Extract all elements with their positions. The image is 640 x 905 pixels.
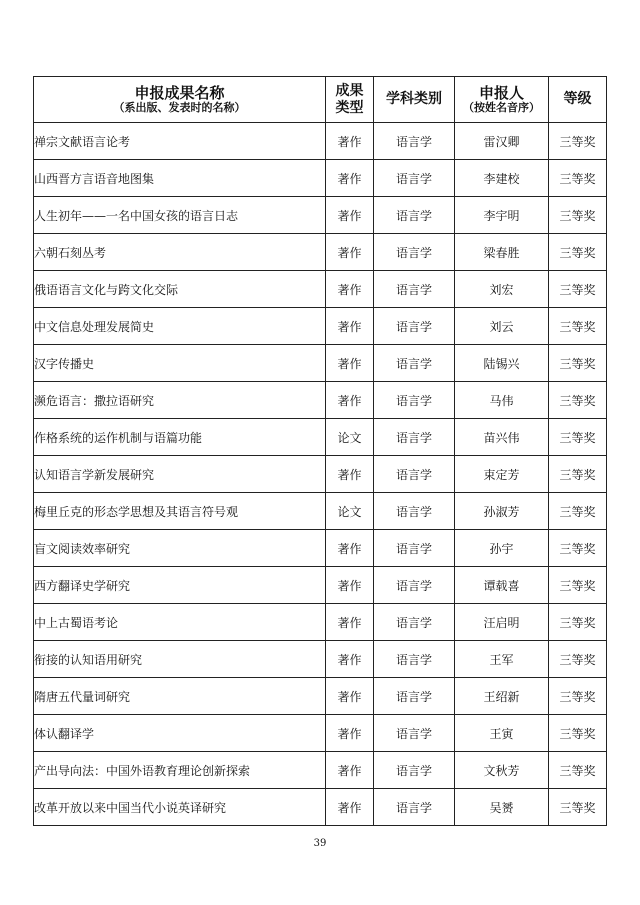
- cell-grade: 三等奖: [549, 678, 607, 715]
- cell-grade: 三等奖: [549, 530, 607, 567]
- table-row: [34, 752, 607, 789]
- header-type-line2: 类型: [335, 99, 364, 116]
- cell-type: 著作: [326, 308, 374, 345]
- cell-category: 语言学: [374, 234, 455, 271]
- cell-type: 著作: [326, 197, 374, 234]
- cell-category: 语言学: [374, 641, 455, 678]
- table-row: [34, 641, 607, 678]
- cell-type: 著作: [326, 641, 374, 678]
- header-person-subtitle: （按姓名音序）: [463, 100, 540, 114]
- table-row: [34, 530, 607, 567]
- cell-type: 著作: [326, 234, 374, 271]
- cell-person: 王寅: [455, 715, 549, 752]
- cell-person: 苗兴伟: [455, 419, 549, 456]
- cell-name: 盲文阅读效率研究: [34, 530, 326, 567]
- cell-person: 刘云: [455, 308, 549, 345]
- cell-name: 俄语语言文化与跨文化交际: [34, 271, 326, 308]
- cell-grade: 三等奖: [549, 567, 607, 604]
- cell-name: 濒危语言：撒拉语研究: [34, 382, 326, 419]
- cell-grade: 三等奖: [549, 715, 607, 752]
- cell-category: 语言学: [374, 419, 455, 456]
- cell-grade: 三等奖: [549, 789, 607, 826]
- cell-grade: 三等奖: [549, 123, 607, 160]
- cell-person: 马伟: [455, 382, 549, 419]
- cell-name: 禅宗文献语言论考: [34, 123, 326, 160]
- cell-person: 孙宇: [455, 530, 549, 567]
- table-row: [34, 234, 607, 271]
- table-row: [34, 123, 607, 160]
- cell-grade: 三等奖: [549, 345, 607, 382]
- table-header-row: [34, 77, 607, 123]
- header-name-subtitle: （系出版、发表时的名称）: [113, 100, 246, 114]
- cell-category: 语言学: [374, 678, 455, 715]
- cell-name: 作格系统的运作机制与语篇功能: [34, 419, 326, 456]
- cell-person: 吴赟: [455, 789, 549, 826]
- table-row: [34, 493, 607, 530]
- cell-category: 语言学: [374, 197, 455, 234]
- cell-person: 刘宏: [455, 271, 549, 308]
- cell-grade: 三等奖: [549, 604, 607, 641]
- cell-type: 著作: [326, 678, 374, 715]
- cell-type: 著作: [326, 715, 374, 752]
- cell-person: 谭载喜: [455, 567, 549, 604]
- table-row: [34, 456, 607, 493]
- cell-grade: 三等奖: [549, 752, 607, 789]
- header-category: 学科类别: [374, 77, 455, 123]
- header-person: [455, 77, 549, 123]
- table-row: [34, 345, 607, 382]
- cell-person: 陆锡兴: [455, 345, 549, 382]
- cell-name: 衔接的认知语用研究: [34, 641, 326, 678]
- cell-name: 中文信息处理发展简史: [34, 308, 326, 345]
- cell-name: 山西晋方言语音地图集: [34, 160, 326, 197]
- cell-type: 著作: [326, 123, 374, 160]
- cell-name: 汉字传播史: [34, 345, 326, 382]
- cell-person: 孙淑芳: [455, 493, 549, 530]
- table-row: [34, 678, 607, 715]
- cell-name: 体认翻译学: [34, 715, 326, 752]
- header-person-title: 申报人: [478, 83, 524, 102]
- cell-category: 语言学: [374, 493, 455, 530]
- cell-person: 李宇明: [455, 197, 549, 234]
- cell-name: 中上古蜀语考论: [34, 604, 326, 641]
- table-row: [34, 715, 607, 752]
- cell-category: 语言学: [374, 160, 455, 197]
- cell-name: 认知语言学新发展研究: [34, 456, 326, 493]
- cell-category: 语言学: [374, 345, 455, 382]
- cell-grade: 三等奖: [549, 382, 607, 419]
- table-row: [34, 160, 607, 197]
- cell-category: 语言学: [374, 789, 455, 826]
- cell-grade: 三等奖: [549, 271, 607, 308]
- page-number: 39: [313, 838, 327, 849]
- cell-category: 语言学: [374, 715, 455, 752]
- cell-category: 语言学: [374, 271, 455, 308]
- cell-grade: 三等奖: [549, 456, 607, 493]
- cell-person: 汪启明: [455, 604, 549, 641]
- cell-name: 人生初年——一名中国女孩的语言日志: [34, 197, 326, 234]
- table-row: [34, 789, 607, 826]
- table-body: [34, 123, 607, 826]
- cell-type: 著作: [326, 456, 374, 493]
- cell-category: 语言学: [374, 567, 455, 604]
- cell-category: 语言学: [374, 530, 455, 567]
- table-row: [34, 382, 607, 419]
- cell-grade: 三等奖: [549, 493, 607, 530]
- cell-name: 梅里丘克的形态学思想及其语言符号观: [34, 493, 326, 530]
- cell-grade: 三等奖: [549, 160, 607, 197]
- cell-name: 六朝石刻丛考: [34, 234, 326, 271]
- cell-type: 著作: [326, 567, 374, 604]
- cell-person: 王军: [455, 641, 549, 678]
- table-row: [34, 567, 607, 604]
- cell-category: 语言学: [374, 308, 455, 345]
- cell-type: 著作: [326, 530, 374, 567]
- table-row: [34, 308, 607, 345]
- cell-person: 梁春胜: [455, 234, 549, 271]
- cell-category: 语言学: [374, 752, 455, 789]
- cell-category: 语言学: [374, 456, 455, 493]
- table-row: [34, 419, 607, 456]
- cell-name: 隋唐五代量词研究: [34, 678, 326, 715]
- cell-name: 产出导向法：中国外语教育理论创新探索: [34, 752, 326, 789]
- header-grade: 等级: [549, 77, 607, 123]
- table-row: [34, 271, 607, 308]
- cell-name: 西方翻译史学研究: [34, 567, 326, 604]
- cell-person: 王绍新: [455, 678, 549, 715]
- cell-type: 论文: [326, 419, 374, 456]
- cell-grade: 三等奖: [549, 197, 607, 234]
- cell-type: 著作: [326, 160, 374, 197]
- cell-type: 论文: [326, 493, 374, 530]
- cell-grade: 三等奖: [549, 308, 607, 345]
- cell-category: 语言学: [374, 604, 455, 641]
- table-row: [34, 604, 607, 641]
- cell-type: 著作: [326, 604, 374, 641]
- cell-type: 著作: [326, 345, 374, 382]
- cell-person: 雷汉卿: [455, 123, 549, 160]
- cell-grade: 三等奖: [549, 641, 607, 678]
- cell-name: 改革开放以来中国当代小说英译研究: [34, 789, 326, 826]
- cell-person: 束定芳: [455, 456, 549, 493]
- cell-type: 著作: [326, 789, 374, 826]
- header-name: [34, 77, 326, 123]
- cell-grade: 三等奖: [549, 419, 607, 456]
- header-type: [326, 77, 374, 123]
- cell-category: 语言学: [374, 123, 455, 160]
- cell-type: 著作: [326, 752, 374, 789]
- cell-type: 著作: [326, 382, 374, 419]
- awards-table: [33, 76, 607, 826]
- cell-category: 语言学: [374, 382, 455, 419]
- header-type-line1: 成果: [335, 83, 364, 100]
- cell-person: 李建校: [455, 160, 549, 197]
- table-row: [34, 197, 607, 234]
- cell-type: 著作: [326, 271, 374, 308]
- cell-person: 文秋芳: [455, 752, 549, 789]
- header-name-title: 申报成果名称: [134, 83, 225, 102]
- cell-grade: 三等奖: [549, 234, 607, 271]
